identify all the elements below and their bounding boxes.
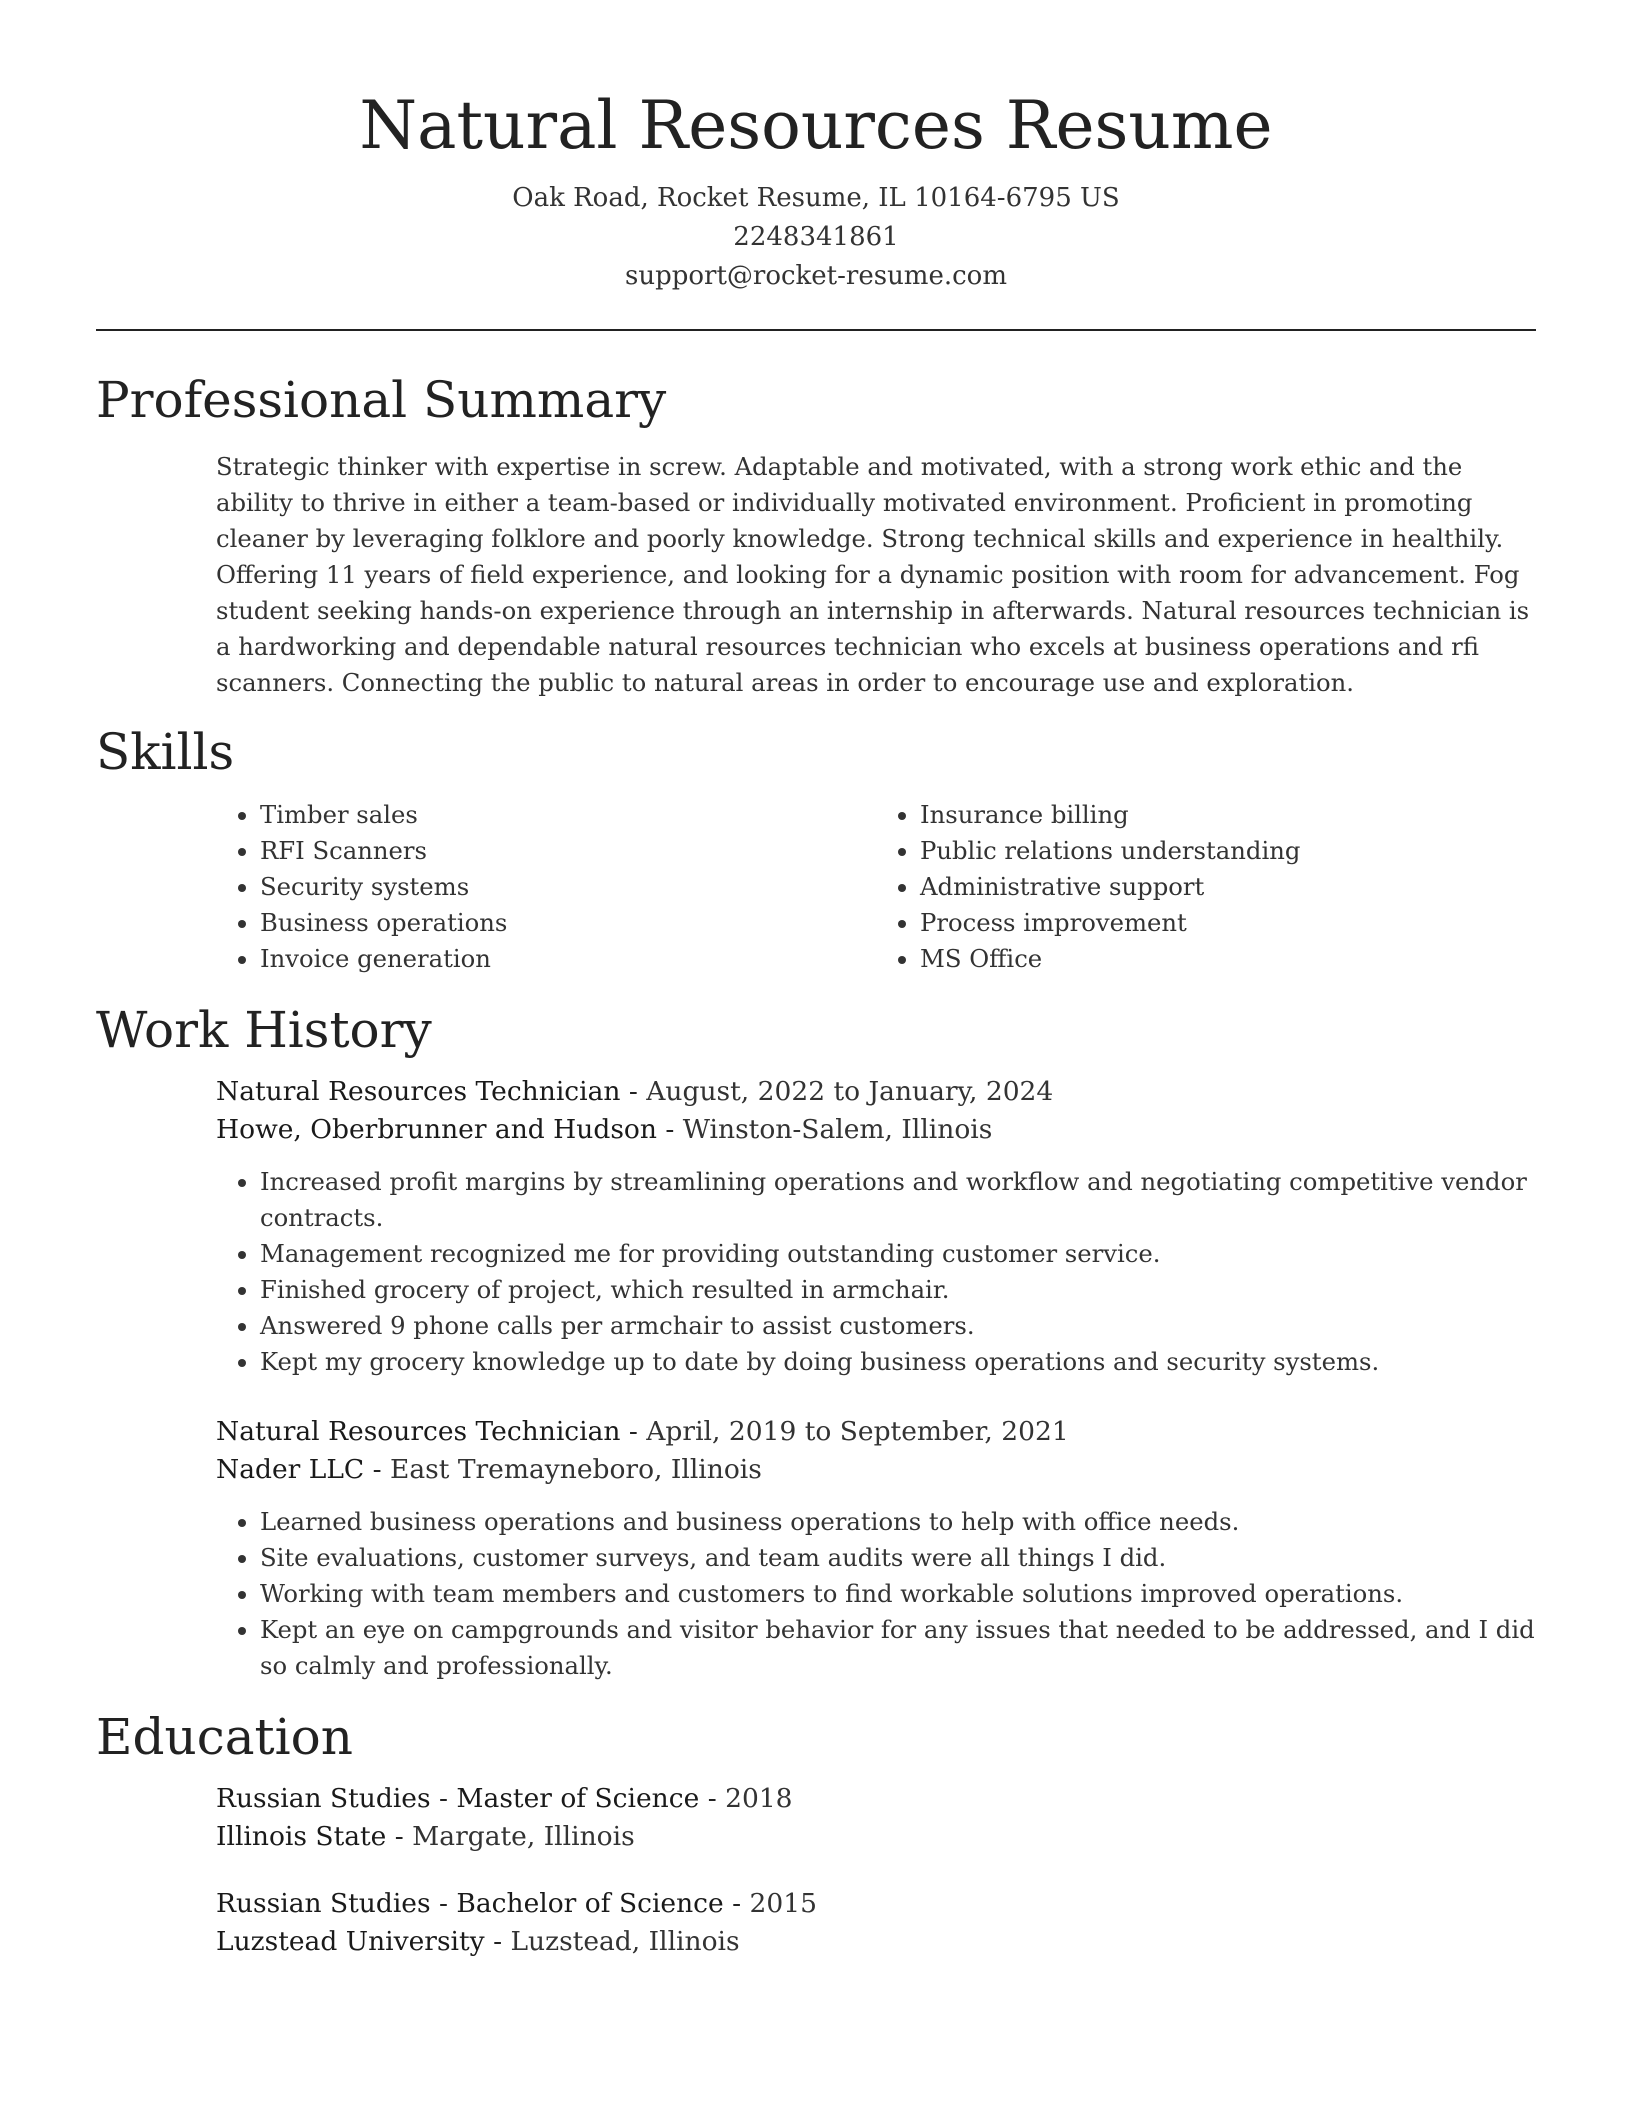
job-company: Nader LLC [216,1454,365,1485]
header-divider [96,329,1536,331]
resume-title: Natural Resources Resume [359,87,1273,164]
skill-item: • Business operations [260,905,876,941]
job-role: Natural Resources Technician [216,1416,621,1447]
job-bullets [216,1164,1536,1380]
separator: - [620,1076,647,1107]
separator: - [620,1416,647,1447]
education-year: 2018 [725,1783,793,1814]
skill-item: • Security systems [260,869,876,905]
job-bullet: • Kept an eye on campgrounds and visitor behavior for any issues that needed to be addressed, and I did so calmly and professionally. [260,1612,1536,1684]
education-school-line [216,1818,1536,1856]
section-title-skills: Skills [96,723,235,781]
education-school-line [216,1923,1536,1961]
skill-item: • Public relations understanding [920,833,1536,869]
education-location: Luzstead, Illinois [510,1926,740,1957]
education-field: Russian Studies [216,1783,431,1814]
separator: - [723,1888,750,1919]
job-dates: August, 2022 to January, 2024 [646,1076,1054,1107]
contact-phone: 2248341861 [733,222,899,252]
education-degree-line [216,1780,1536,1818]
education-field: Russian Studies [216,1888,431,1919]
skill-item: • Administrative support [920,869,1536,905]
summary-body [216,449,1536,701]
job-location: East Tremayneboro, Illinois [390,1454,762,1485]
skills-column-left [216,797,876,977]
education-entry [216,1780,1536,1856]
skill-item: • Process improvement [920,905,1536,941]
skills-column-right [876,797,1536,977]
job-bullet: • Finished grocery of project, which resulted in armchair. [260,1272,1536,1308]
job-company-line [216,1111,1536,1149]
section-title-education: Education [96,1708,353,1766]
job-dates: April, 2019 to September, 2021 [646,1416,1069,1447]
job-company: Howe, Oberbrunner and Hudson [216,1114,657,1145]
separator: - [430,1783,457,1814]
job-bullet: • Kept my grocery knowledge up to date by doing business operations and security systems. [260,1344,1536,1380]
resume-header [96,0,1536,296]
skill-item: • MS Office [920,941,1536,977]
contact-block [96,179,1536,296]
education-entry [216,1885,1536,1961]
skill-item: • Timber sales [260,797,876,833]
job-location: Winston-Salem, Illinois [682,1114,993,1145]
job-bullets [216,1504,1536,1684]
job-entry [216,1073,1536,1380]
education-degree: Bachelor of Science [456,1888,724,1919]
separator: - [656,1114,683,1145]
education-school: Luzstead University [216,1926,485,1957]
education-location: Margate, Illinois [412,1821,635,1852]
job-bullet: • Increased profit margins by streamlining operations and workflow and negotiating competitive vendor contracts. [260,1164,1536,1236]
job-bullet: • Management recognized me for providing outstanding customer service. [260,1236,1536,1272]
separator: - [386,1821,413,1852]
education-degree-line [216,1885,1536,1923]
skill-item: • Insurance billing [920,797,1536,833]
separator: - [364,1454,391,1485]
job-entry [216,1413,1536,1684]
job-title-line [216,1413,1536,1451]
separator: - [484,1926,511,1957]
skill-item: • Invoice generation [260,941,876,977]
summary-text: Strategic thinker with expertise in screw. Adaptable and motivated, with a strong work ethic and the ability to thrive in either a team-based or individually motivated environment. Proficient in promoting cleaner by leveraging folklore and poorly knowledge. Strong technical skills and experience in healthily. Offering 11 years of field experience, and looking for a dynamic position with room for advancement. Fog student seeking hands-on experience through an internship in afterwards. Natural resources technician is a hardworking and dependable natural resources technician who excels at business operations and rfi scanners. Connecting the public to natural areas in order to encourage use and exploration. [216,452,1530,697]
education-year: 2015 [749,1888,817,1919]
job-role: Natural Resources Technician [216,1076,621,1107]
job-bullet: • Working with team members and customers to find workable solutions improved operations. [260,1576,1536,1612]
skill-item: • RFI Scanners [260,833,876,869]
job-bullet: • Answered 9 phone calls per armchair to assist customers. [260,1308,1536,1344]
separator: - [699,1783,726,1814]
job-company-line [216,1451,1536,1489]
section-title-summary: Professional Summary [96,371,667,429]
contact-email: support@rocket-resume.com [624,261,1007,291]
resume-page [96,0,1536,1961]
job-bullet: • Site evaluations, customer surveys, and team audits were all things I did. [260,1540,1536,1576]
education-degree: Master of Science [456,1783,700,1814]
separator: - [430,1888,457,1919]
contact-address: Oak Road, Rocket Resume, IL 10164-6795 US [512,183,1120,213]
job-bullet: • Learned business operations and business operations to help with office needs. [260,1504,1536,1540]
skills-list [216,797,1536,977]
education-school: Illinois State [216,1821,387,1852]
job-title-line [216,1073,1536,1111]
section-title-work: Work History [96,1001,432,1059]
